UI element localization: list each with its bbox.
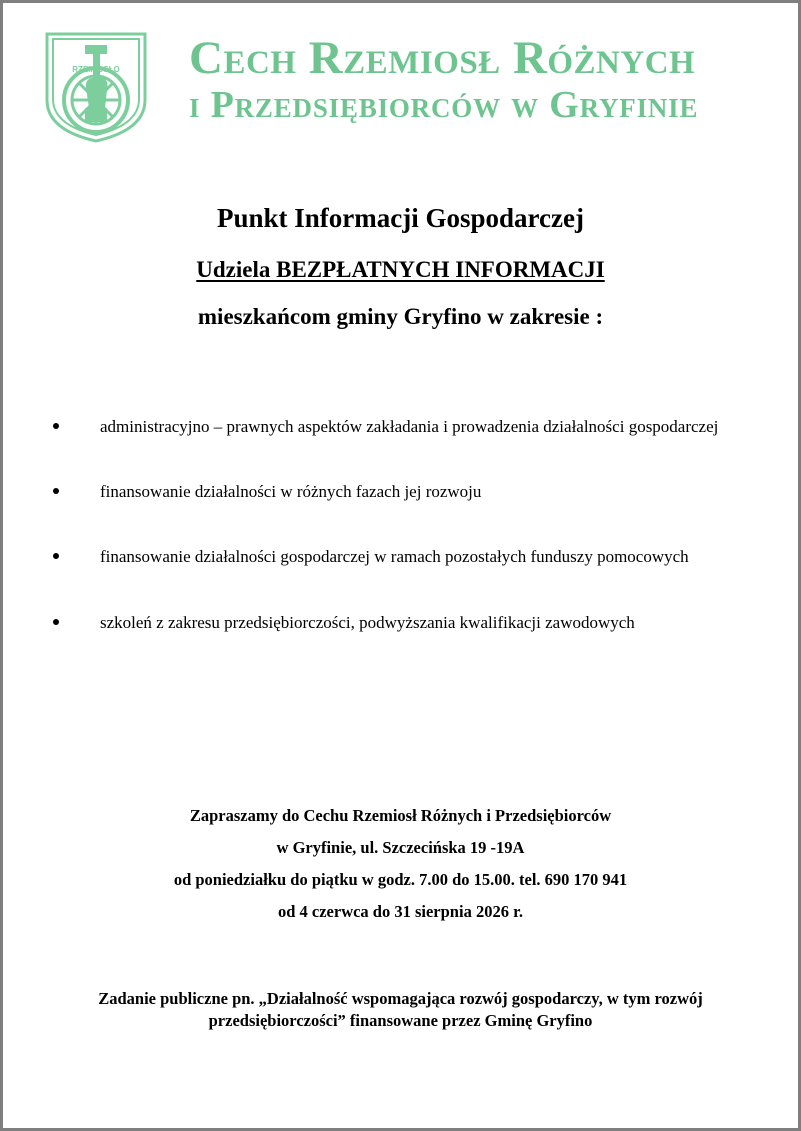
list-item-text: finansowanie działalności gospodarczej w ramach pozostałych funduszy pomocowych xyxy=(100,547,689,566)
address-line: w Gryfinie, ul. Szczecińska 19 -19A xyxy=(276,838,525,857)
svg-text:RZEMIOSŁO: RZEMIOSŁO xyxy=(72,65,120,74)
list-item-text: finansowanie działalności w różnych fazach jej rozwoju xyxy=(100,482,482,501)
document-title: Punkt Informacji Gospodarczej xyxy=(217,203,584,233)
list-item xyxy=(3,540,763,573)
list-item-text: szkoleń z zakresu przedsiębiorczości, podwyższania kwalifikacji zawodowych xyxy=(100,613,635,632)
list-item xyxy=(3,606,763,639)
list-item xyxy=(3,475,763,508)
list-item-text: administracyjno – prawnych aspektów zakładania i prowadzenia działalności gospodarczej xyxy=(100,417,719,436)
list-item xyxy=(3,410,763,443)
funding-note-line-1: Zadanie publiczne pn. „Działalność wspomagająca rozwój gospodarczy, w tym rozwój xyxy=(98,989,703,1008)
bullet-icon xyxy=(53,488,59,494)
document-subtitle: Udziela BEZPŁATNYCH INFORMACJI xyxy=(196,257,605,282)
funding-note-line-2: przedsiębiorczości” finansowane przez Gminę Gryfino xyxy=(208,1011,593,1030)
services-list xyxy=(3,410,763,671)
organization-name-line-1: Cech Rzemiosł Różnych xyxy=(189,32,696,84)
funding-note xyxy=(3,988,798,1032)
invitation-line: Zapraszamy do Cechu Rzemiosł Różnych i Przedsiębiorców xyxy=(189,806,612,825)
document-intro: mieszkańcom gminy Gryfino w zakresie : xyxy=(197,304,604,329)
bullet-icon xyxy=(53,423,59,429)
bullet-icon xyxy=(53,619,59,625)
bullet-icon xyxy=(53,553,59,559)
organization-name-line-2: i Przedsiębiorców w Gryfinie xyxy=(189,84,699,126)
date-range-line: od 4 czerwca do 31 sierpnia 2026 r. xyxy=(277,902,524,921)
organization-name xyxy=(189,33,789,127)
opening-hours-line: od poniedziałku do piątku w godz. 7.00 do 15.00. tel. 690 170 941 xyxy=(173,870,628,889)
invitation-block xyxy=(3,800,798,928)
guild-logo-icon xyxy=(41,30,151,144)
